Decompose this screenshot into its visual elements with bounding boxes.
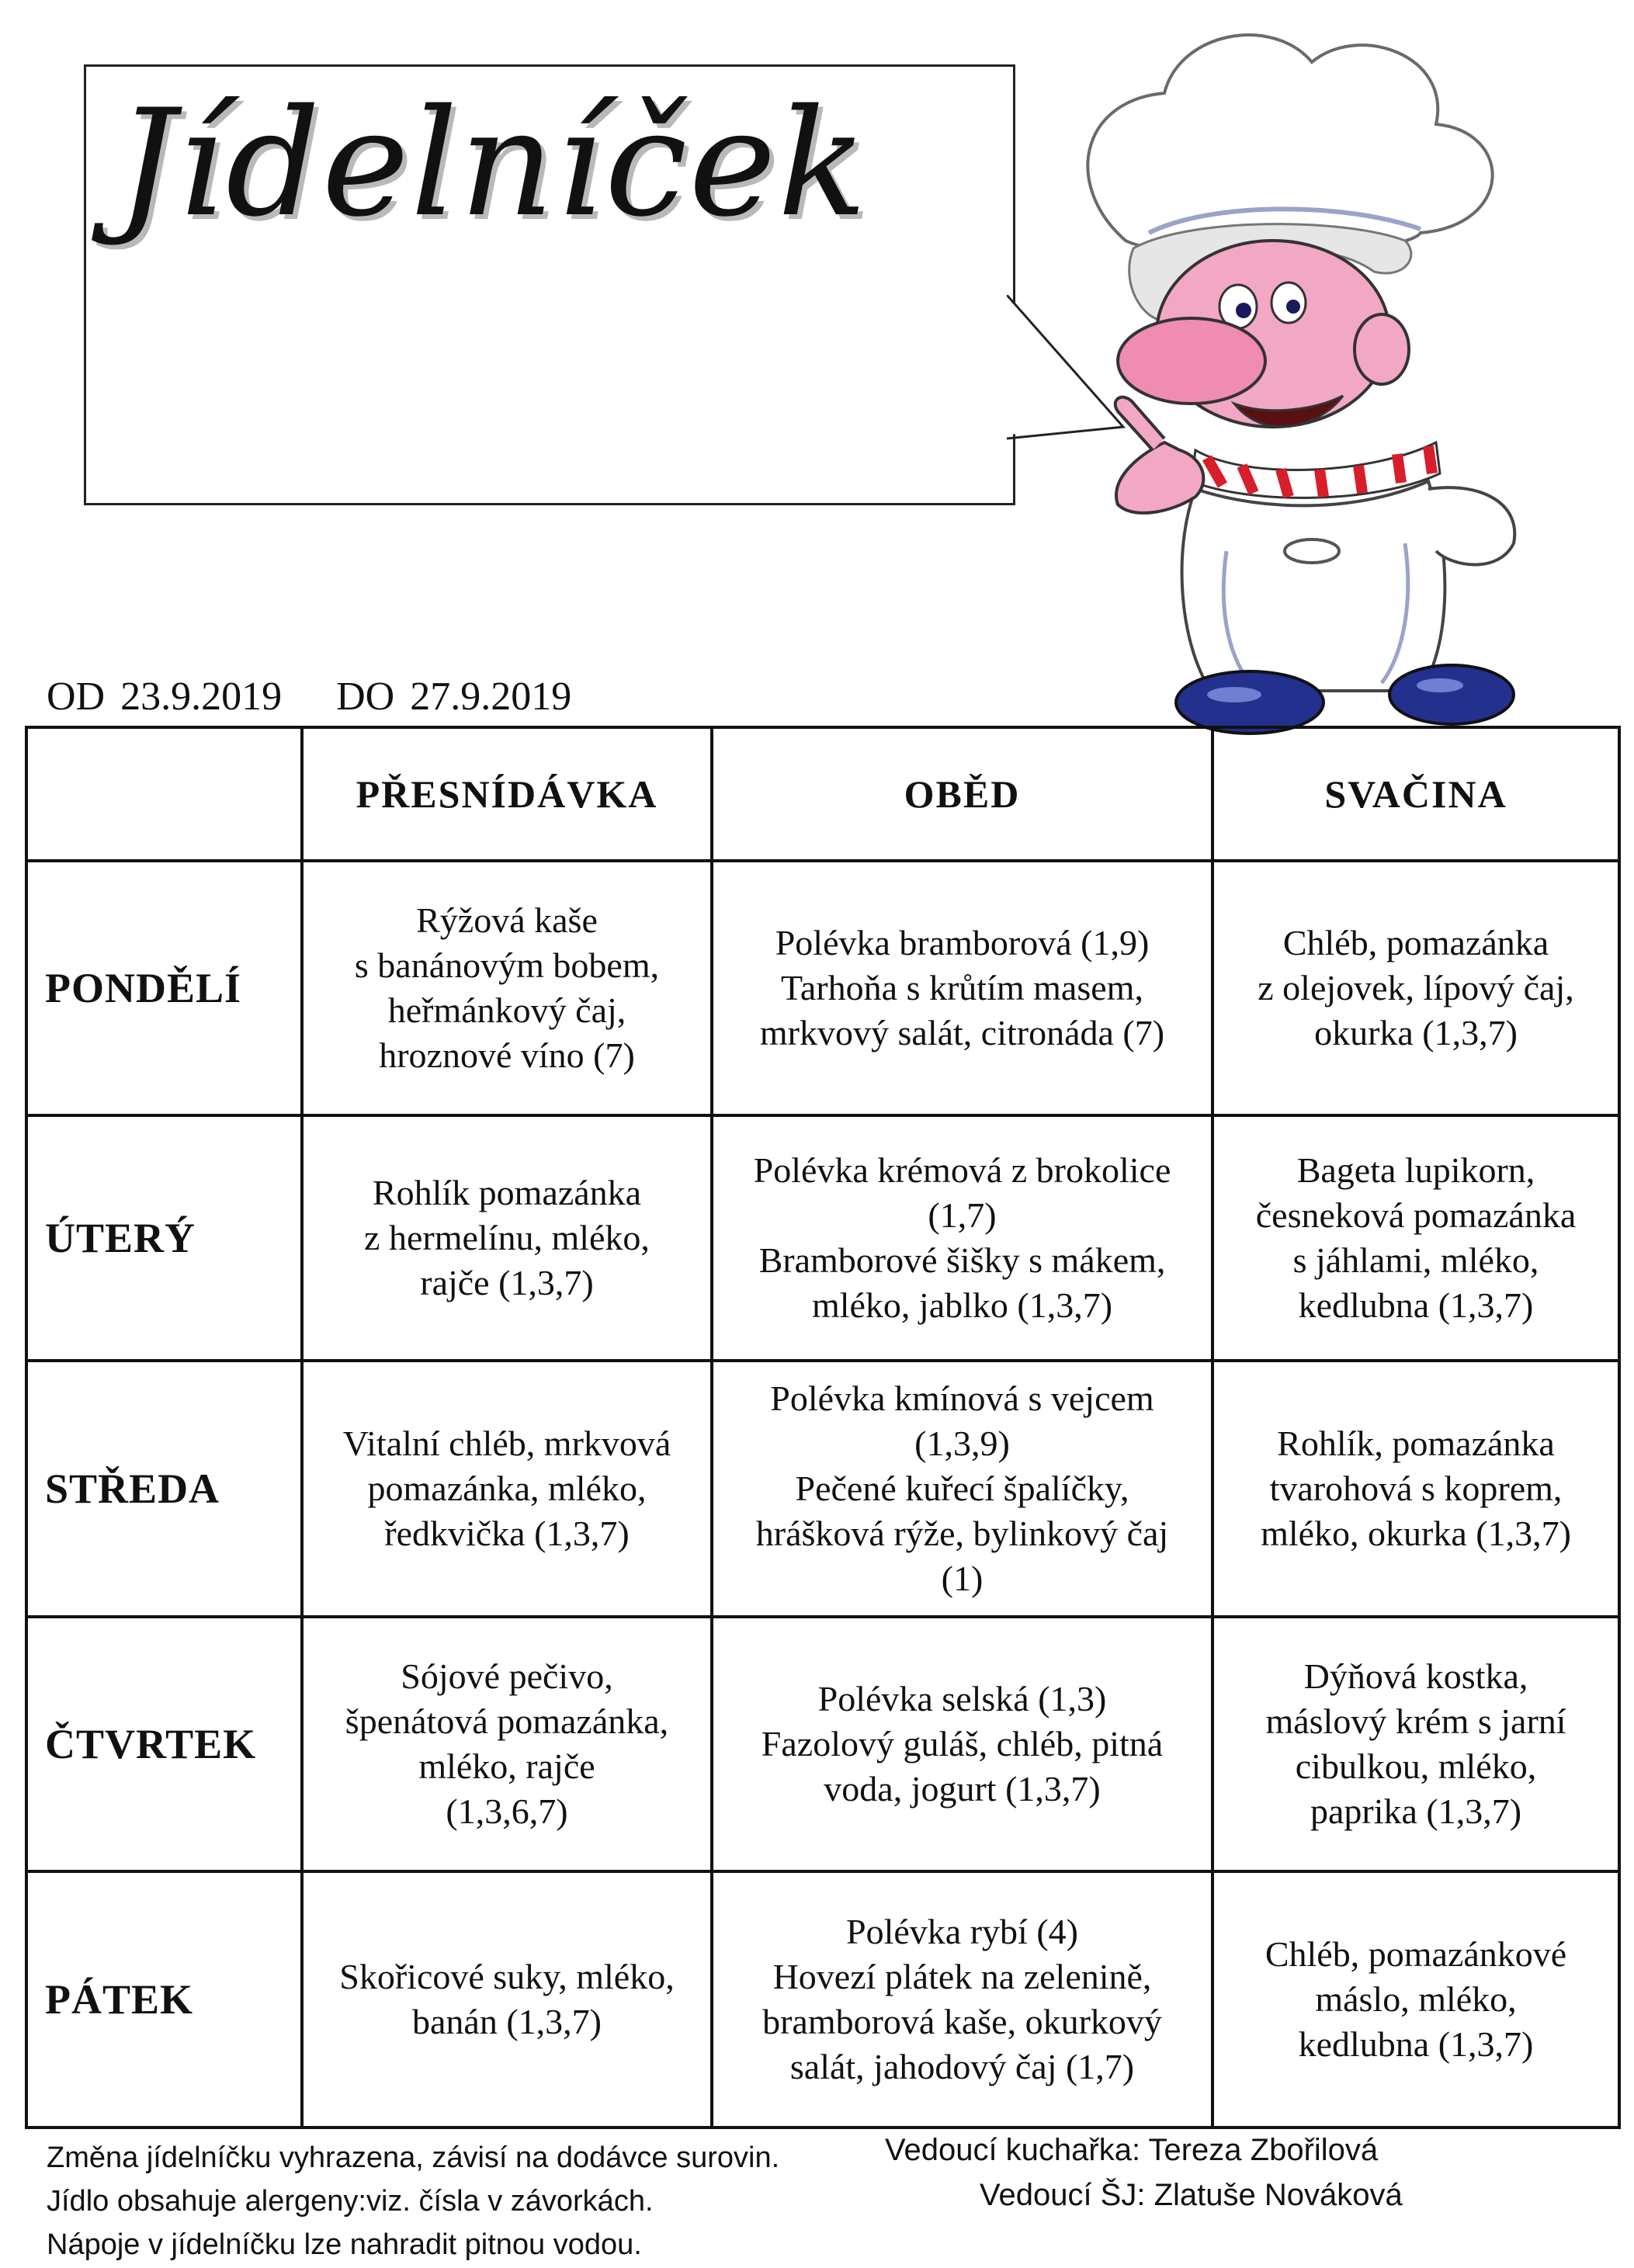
footer-note: Jídlo obsahuje alergeny:viz. čísla v závorkách. — [47, 2185, 654, 2218]
column-header-svacina: SVAČINA — [1212, 727, 1619, 861]
menu-cell-obed: Polévka rybí (4) Hovezí plátek na zelenině, bramborová kaše, okurkový salát, jahodový čaj (1,7) — [712, 1871, 1212, 2128]
page-title: Jídelníček — [116, 78, 869, 249]
column-header-obed: OBĚD — [712, 727, 1212, 861]
from-date: 23.9.2019 — [120, 675, 283, 719]
day-label: STŘEDA — [26, 1361, 302, 1617]
footer-note: Nápoje v jídelníčku lze nahradit pitnou vodou. — [47, 2228, 642, 2261]
footer-note: Změna jídelníčku vyhrazena, závisí na dodávce surovin. — [47, 2141, 780, 2174]
table-row — [26, 1361, 1619, 1617]
to-label: DO — [336, 675, 395, 719]
table-row — [26, 861, 1619, 1115]
menu-cell-presnidavka: Skořicové suky, mléko, banán (1,3,7) — [302, 1871, 712, 2128]
table-row — [26, 1871, 1619, 2128]
menu-cell-obed: Polévka kmínová s vejcem (1,3,9) Pečené kuřecí špalíčky, hrášková rýže, bylinkový čaj (1) — [712, 1361, 1212, 1617]
menu-table — [25, 726, 1621, 2129]
day-label: PÁTEK — [26, 1871, 302, 2128]
header-row — [26, 727, 1619, 861]
corner-cell — [26, 727, 302, 861]
table-row — [26, 1115, 1619, 1361]
menu-cell-obed: Polévka krémová z brokolice (1,7) Bramborové šišky s mákem, mléko, jablko (1,3,7) — [712, 1115, 1212, 1361]
menu-cell-obed: Polévka bramborová (1,9) Tarhoňa s krůtím masem, mrkvový salát, citronáda (7) — [712, 861, 1212, 1115]
menu-cell-svacina: Chléb, pomazánka z olejovek, lípový čaj, okurka (1,3,7) — [1212, 861, 1619, 1115]
column-header-presnidavka: PŘESNÍDÁVKA — [302, 727, 712, 861]
day-label: PONDĚLÍ — [26, 861, 302, 1115]
menu-cell-svacina: Rohlík, pomazánka tvarohová s koprem, mléko, okurka (1,3,7) — [1212, 1361, 1619, 1617]
from-label: OD — [47, 675, 106, 719]
menu-cell-svacina: Dýňová kostka, máslový krém s jarní cibulkou, mléko, paprika (1,3,7) — [1212, 1617, 1619, 1871]
chef-illustration — [1017, 8, 1529, 737]
menu-cell-svacina: Chléb, pomazánkové máslo, mléko, kedlubna (1,3,7) — [1212, 1871, 1619, 2128]
menu-cell-presnidavka: Sójové pečivo, špenátová pomazánka, mléko, rajče (1,3,6,7) — [302, 1617, 712, 1871]
menu-cell-svacina: Bageta lupikorn, česneková pomazánka s jáhlami, mléko, kedlubna (1,3,7) — [1212, 1115, 1619, 1361]
menu-cell-presnidavka: Vitalní chléb, mrkvová pomazánka, mléko, ředkvička (1,3,7) — [302, 1361, 712, 1617]
menu-cell-presnidavka: Rohlík pomazánka z hermelínu, mléko, rajče (1,3,7) — [302, 1115, 712, 1361]
date-range — [47, 674, 626, 720]
to-date: 27.9.2019 — [410, 675, 572, 719]
menu-cell-presnidavka: Rýžová kaše s banánovým bobem, heřmánkový čaj, hroznové víno (7) — [302, 861, 712, 1115]
head-sj: Vedoucí ŠJ: Zlatuše Nováková — [980, 2178, 1403, 2212]
table-row — [26, 1617, 1619, 1871]
head-cook: Vedoucí kuchařka: Tereza Zbořilová — [885, 2133, 1379, 2167]
day-label: ÚTERÝ — [26, 1115, 302, 1361]
day-label: ČTVRTEK — [26, 1617, 302, 1871]
menu-cell-obed: Polévka selská (1,3) Fazolový guláš, chléb, pitná voda, jogurt (1,3,7) — [712, 1617, 1212, 1871]
footer-notes — [47, 2136, 779, 2266]
